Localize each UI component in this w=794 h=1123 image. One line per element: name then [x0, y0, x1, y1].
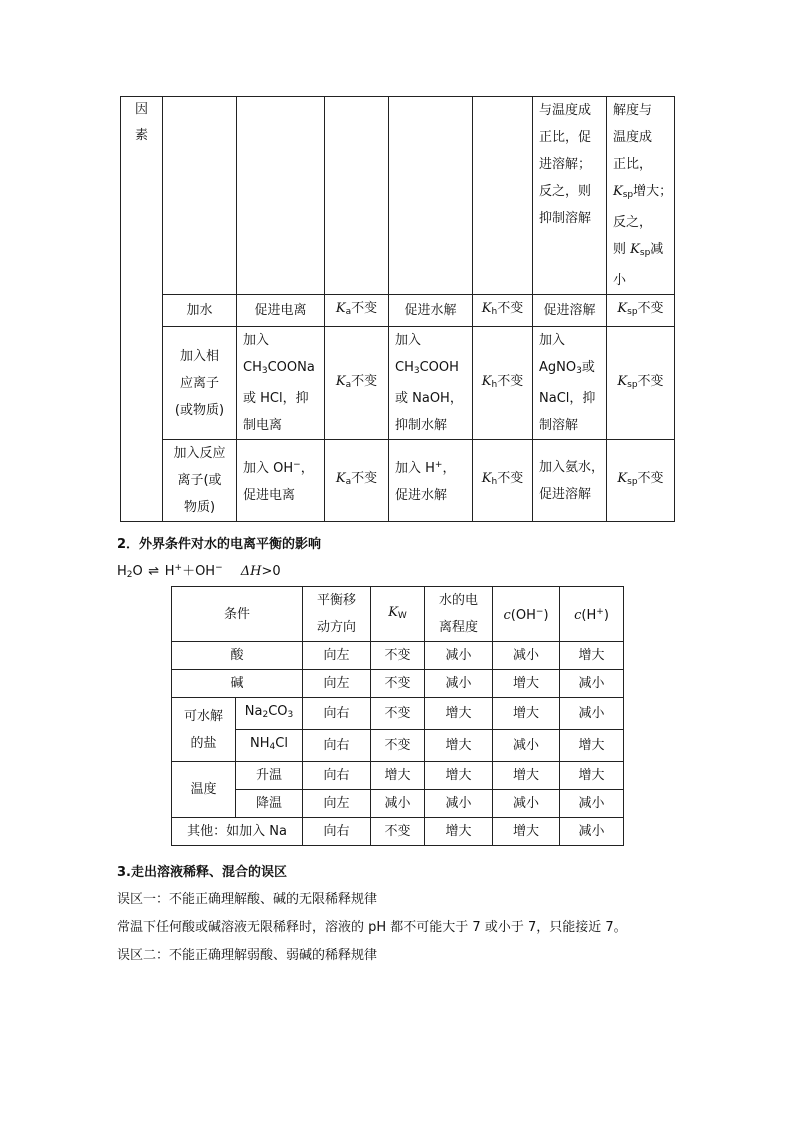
cell	[237, 440, 325, 522]
cell: 减小	[371, 790, 425, 818]
cell: 降温	[236, 790, 303, 818]
text-line: 加入	[243, 333, 270, 348]
text: 不变	[637, 373, 664, 389]
k-symbol: K	[335, 471, 346, 486]
cell: 酸	[172, 642, 303, 670]
k-symbol: K	[617, 301, 628, 316]
text-line: 的盐	[190, 735, 217, 751]
blank-cell	[389, 97, 473, 295]
cell: 减小	[560, 790, 624, 818]
table-row	[172, 730, 624, 762]
text-line: 制电离	[243, 418, 283, 433]
text: ，	[300, 461, 314, 476]
text-line: 进溶解；	[539, 157, 592, 172]
k-subscript: h	[491, 477, 498, 487]
cell: 向左	[303, 790, 371, 818]
text-line: 促进电离	[243, 488, 296, 503]
ksp-symbol: K	[630, 242, 640, 257]
cell	[389, 327, 473, 440]
cell: 向右	[303, 730, 371, 762]
factor-label: 因素	[134, 102, 148, 143]
table-row	[172, 762, 624, 790]
k-symbol: K	[481, 373, 492, 389]
cell	[325, 295, 389, 327]
text: H	[117, 564, 127, 579]
text-line	[395, 452, 472, 482]
cell	[389, 440, 473, 522]
text-line: 温度成	[613, 130, 653, 145]
table-row	[121, 440, 675, 522]
ksp-subscript: sp	[622, 190, 634, 200]
header-c-h	[560, 587, 624, 642]
text: 加入 OH	[243, 461, 294, 476]
cell: 减小	[560, 698, 624, 730]
cell: 向左	[303, 670, 371, 698]
header-degree	[425, 587, 493, 642]
cell: 增大	[371, 762, 425, 790]
ksp-symbol: K	[613, 184, 623, 199]
group-cell	[172, 698, 236, 762]
k-subscript: a	[345, 379, 352, 390]
water-ionization-equation	[117, 560, 281, 580]
group-cell: 温度	[172, 762, 236, 818]
text: 不变	[637, 471, 664, 486]
cell	[473, 327, 533, 440]
text: 则	[613, 242, 627, 257]
cell: 不变	[371, 642, 425, 670]
header-c-oh	[493, 587, 560, 642]
c-symbol: c	[503, 608, 511, 623]
cell: 增大	[560, 642, 624, 670]
text: 不变	[497, 301, 524, 316]
text-line: 加入相	[179, 348, 219, 364]
cell: 促进水解	[389, 295, 473, 327]
text: NH	[250, 736, 270, 751]
header-shift	[303, 587, 371, 642]
blank-cell	[237, 97, 325, 295]
k-subscript: h	[491, 307, 498, 317]
temperature-effect-cell	[533, 97, 607, 295]
superscript: +	[174, 563, 183, 573]
k-subscript: sp	[627, 477, 638, 487]
text-line: 抑制溶解	[539, 211, 592, 226]
cell	[607, 327, 675, 440]
k-symbol: K	[617, 471, 628, 486]
k-subscript: W	[397, 610, 407, 621]
text: 不变	[497, 471, 524, 486]
text-line: 正比，	[613, 157, 653, 172]
text-line: 小	[613, 273, 627, 288]
text-line	[539, 354, 606, 385]
text: 不变	[351, 373, 378, 389]
subscript: 3	[576, 366, 582, 376]
superscript: −	[535, 607, 544, 617]
text: 减	[650, 242, 664, 257]
text: (OH	[510, 608, 536, 623]
table-row	[172, 818, 624, 846]
factor-cell	[163, 440, 237, 522]
cell	[237, 327, 325, 440]
k-subscript: h	[491, 379, 498, 390]
misconception-1-body: 常温下任何酸或碱溶液无限稀释时，溶液的 pH 都不可能大于 7 或小于 7，只能接近 7。	[117, 920, 627, 935]
factor-cell: 加水	[163, 295, 237, 327]
k-subscript: a	[345, 477, 352, 487]
table-row	[172, 670, 624, 698]
text-line: 加入	[539, 333, 566, 348]
text-line: 水的电	[439, 593, 479, 608]
text-line: 正比，促	[539, 130, 592, 145]
cell: 减小	[493, 790, 560, 818]
cell: 增大	[425, 762, 493, 790]
cell: 向右	[303, 698, 371, 730]
cell: 向右	[303, 818, 371, 846]
text: O	[132, 564, 143, 579]
cell: 升温	[236, 762, 303, 790]
cell	[473, 295, 533, 327]
cell: 减小	[425, 642, 493, 670]
cell: 增大	[560, 730, 624, 762]
text-line: 或 NaOH，	[395, 391, 463, 406]
section-3-heading: 3.走出溶液稀释、混合的误区	[117, 865, 287, 880]
cell: 促进溶解	[533, 295, 607, 327]
text: AgNO	[539, 360, 577, 375]
text-line	[243, 354, 324, 385]
text: COONa	[267, 360, 315, 375]
table-header-row	[172, 587, 624, 642]
dissolution-factor-table	[120, 96, 675, 522]
cell	[236, 698, 303, 730]
superscript: +	[434, 460, 443, 470]
text-line: 反之，则	[539, 184, 592, 199]
superscript: −	[215, 563, 223, 573]
text-line: 离子(或	[177, 473, 222, 488]
cell: 向左	[303, 642, 371, 670]
text-line	[613, 236, 674, 267]
text: CH	[243, 360, 262, 375]
equilibrium-arrow-icon: ⇌	[148, 564, 160, 579]
misconception-1: 误区一：不能正确理解酸、碱的无限稀释规律	[117, 892, 378, 907]
text: Cl	[275, 736, 288, 751]
ksp-subscript: sp	[639, 248, 651, 258]
delta-h: ΔH	[240, 564, 262, 579]
text-line: 或 HCl，抑	[243, 391, 309, 406]
cell: 增大	[425, 698, 493, 730]
k-symbol: K	[617, 373, 628, 389]
text: 不变	[497, 373, 524, 389]
table-row	[172, 790, 624, 818]
text-line: 反之，	[613, 215, 653, 230]
cell: 增大	[493, 670, 560, 698]
subscript: 4	[269, 742, 276, 752]
text-line: 可水解	[183, 708, 223, 724]
cell: 增大	[493, 698, 560, 730]
cell: 碱	[172, 670, 303, 698]
cell: 减小	[560, 670, 624, 698]
text-line: 加入	[395, 333, 422, 348]
text-line: NaCl，抑	[539, 391, 596, 406]
k-symbol: K	[388, 604, 398, 620]
text: COOH	[419, 360, 459, 375]
cell: 不变	[371, 670, 425, 698]
text-line: 制溶解	[539, 418, 579, 433]
cell: 减小	[425, 790, 493, 818]
text: ＋OH	[182, 564, 216, 579]
subscript: 3	[287, 710, 294, 720]
cell: 减小	[425, 670, 493, 698]
cell: 增大	[493, 762, 560, 790]
cell: 不变	[371, 698, 425, 730]
text: Na	[244, 704, 263, 719]
cell	[607, 440, 675, 522]
cell: 减小	[493, 642, 560, 670]
text: 或	[581, 360, 595, 375]
text: 不变	[637, 301, 664, 316]
superscript: +	[596, 607, 604, 617]
text-line: 离程度	[439, 620, 479, 635]
cell	[325, 440, 389, 522]
cell	[325, 327, 389, 440]
superscript: −	[293, 460, 301, 470]
header-condition: 条件	[172, 587, 303, 642]
table-row	[121, 327, 675, 440]
k-subscript: sp	[627, 307, 638, 317]
text: CH	[395, 360, 414, 375]
cell: 向右	[303, 762, 371, 790]
text-line: (或物质)	[174, 402, 225, 418]
text: 不变	[351, 471, 378, 486]
cell	[473, 440, 533, 522]
text-line: 抑制水解	[395, 418, 448, 433]
subscript: 3	[261, 366, 268, 376]
cell	[533, 327, 607, 440]
text: (H	[581, 608, 597, 623]
text: )	[603, 608, 609, 623]
k-symbol: K	[481, 471, 492, 486]
text-line: 加入氨水，	[539, 459, 605, 475]
ksp-temperature-cell	[607, 97, 675, 295]
text-line: 平衡移	[317, 593, 357, 608]
text: 增大；	[633, 184, 673, 199]
text-line: 促进水解	[395, 488, 448, 503]
text-line: 物质)	[183, 500, 216, 515]
cell: 减小	[560, 818, 624, 846]
table-row	[172, 642, 624, 670]
table-row	[121, 295, 675, 327]
text: >0	[261, 564, 281, 579]
text-line	[395, 354, 472, 385]
text-line: 应离子	[179, 375, 219, 391]
header-kw	[371, 587, 425, 642]
cell: 不变	[371, 730, 425, 762]
cell: 促进电离	[237, 295, 325, 327]
text-line	[243, 452, 324, 482]
blank-cell	[163, 97, 237, 295]
section-2-heading: 2．外界条件对水的电离平衡的影响	[117, 537, 322, 552]
text: H	[164, 564, 175, 579]
k-symbol: K	[481, 301, 492, 316]
c-symbol: c	[574, 608, 582, 623]
table-row	[172, 698, 624, 730]
text-line: 加入反应	[173, 446, 226, 461]
subscript: 2	[126, 570, 133, 580]
k-subscript: a	[345, 307, 352, 317]
text-line: 解度与	[613, 103, 653, 118]
cell: 增大	[425, 730, 493, 762]
cell: 增大	[425, 818, 493, 846]
text-line: 动方向	[317, 620, 357, 635]
k-symbol: K	[335, 373, 346, 389]
factor-cell	[163, 327, 237, 440]
water-ionization-table	[171, 586, 624, 846]
cell	[607, 295, 675, 327]
cell: 增大	[560, 762, 624, 790]
text: 加入 H	[395, 461, 435, 476]
blank-cell	[325, 97, 389, 295]
text-line: 与温度成	[539, 103, 592, 118]
text: ，	[442, 461, 456, 476]
cell: 增大	[493, 818, 560, 846]
k-symbol: K	[335, 301, 346, 316]
text-line: 促进溶解	[539, 486, 592, 502]
text: 不变	[351, 301, 378, 316]
text-line	[613, 178, 674, 209]
misconception-2: 误区二：不能正确理解弱酸、弱碱的稀释规律	[117, 948, 378, 963]
factor-column	[121, 97, 163, 522]
cell: 其他：如加入 Na	[172, 818, 303, 846]
cell	[236, 730, 303, 762]
text: CO	[268, 704, 288, 719]
cell	[533, 440, 607, 522]
subscript: 3	[413, 366, 420, 376]
text: )	[543, 608, 549, 623]
subscript: 2	[262, 710, 269, 720]
cell: 减小	[493, 730, 560, 762]
blank-cell	[473, 97, 533, 295]
cell: 不变	[371, 818, 425, 846]
k-subscript: sp	[627, 379, 638, 390]
